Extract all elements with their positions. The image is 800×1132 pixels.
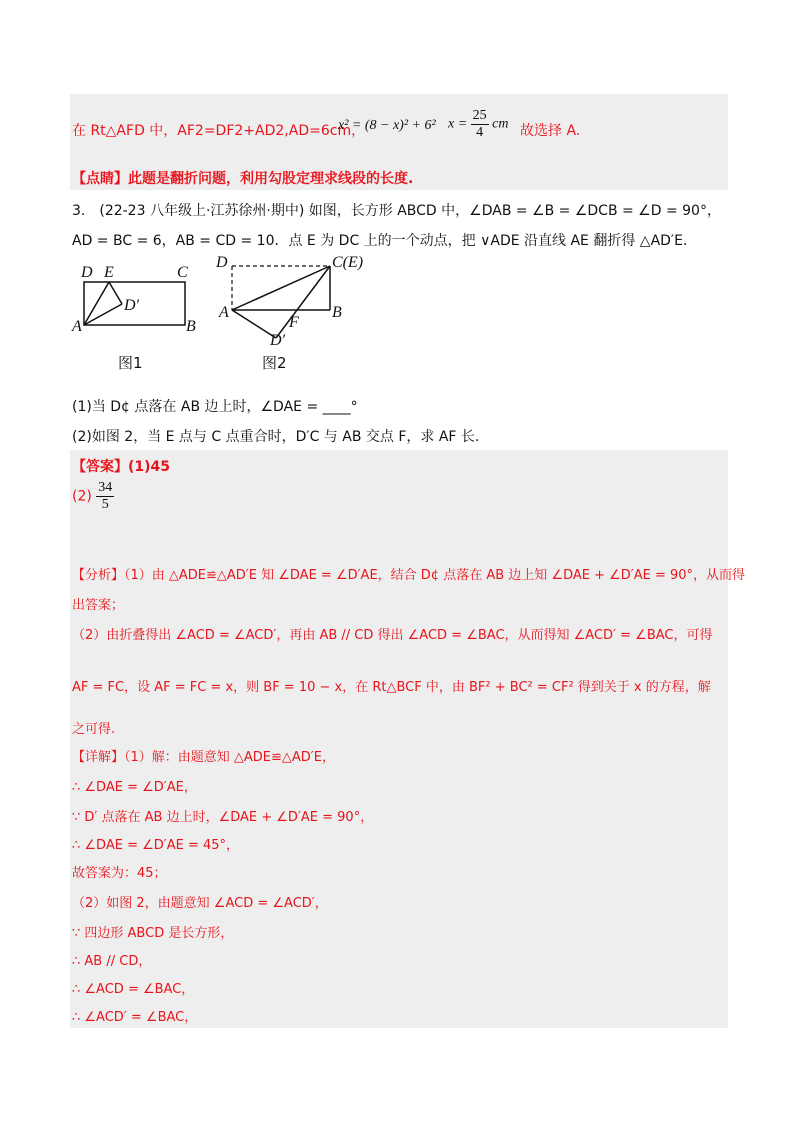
- fig2-caption: 图2: [262, 354, 287, 372]
- fig1-label-Dp: D′: [124, 297, 140, 314]
- detail-line-10: ∴ ∠ACD′ = ∠BAC，: [72, 1010, 198, 1025]
- top-text-prefix: 在 Rt△AFD 中，AF2=DF2+AD2,AD=6cm，: [72, 123, 366, 139]
- analysis-line-1: 【分析】（1）由 △ADE≌△AD′E 知 ∠DAE = ∠D′AE，结合 D¢ 点落在 AB 边上知 ∠DAE + ∠D′AE = 90°，从而得: [72, 568, 746, 583]
- fig1-label-B: B: [186, 318, 196, 335]
- choose-text: 故选择 A.: [520, 123, 581, 139]
- dianjing-text: 【点睛】此题是翻折问题，利用勾股定理求线段的长度.: [72, 171, 414, 187]
- answer-line-2: [72, 480, 114, 513]
- fig1-label-E: E: [104, 264, 114, 281]
- detail-line-2: ∴ ∠DAE = ∠D′AE，: [72, 780, 197, 795]
- answer-line-1: 【答案】(1)45: [72, 459, 171, 475]
- detail-line-1: 【详解】（1）解：由题意知 △ADE≌△AD′E，: [72, 750, 335, 765]
- detail-line-6: （2）如图 2，由题意知 ∠ACD = ∠ACD′，: [72, 896, 328, 911]
- question-line-1: 3. (22-23 八年级上·江苏徐州·期中) 如图，长方形 ABCD 中，∠DAB = ∠B = ∠DCB = ∠D = 90°，: [72, 203, 721, 219]
- fig2-label-D: D: [216, 254, 228, 271]
- fig1-label-D: D: [81, 264, 93, 281]
- analysis-line-4: AF = FC，设 AF = FC = x，则 BF = 10 − x，在 Rt△BCF 中，由 BF² + BC² = CF² 得到关于 x 的方程，解: [72, 680, 711, 695]
- detail-line-7: ∵ 四边形 ABCD 是长方形，: [72, 926, 234, 941]
- fig2-line-AC: [232, 266, 330, 310]
- fig2-label-Dp: D′: [270, 332, 286, 349]
- top-equation: x² = (8 − x)² + 6²: [338, 118, 436, 133]
- detail-line-8: ∴ AB // CD，: [72, 954, 152, 969]
- detail-line-5: 故答案为：45；: [72, 866, 167, 881]
- fig1-line-ED1: [109, 282, 122, 304]
- frac-den: 4: [476, 125, 484, 140]
- fig1-label-A: A: [72, 318, 82, 335]
- answer-part-2: (2): [72, 488, 92, 505]
- frac-5: 5: [101, 497, 109, 512]
- frac-34: 34: [98, 480, 113, 495]
- fig2-line-CD1: [276, 266, 330, 338]
- sub-question-1: (1)当 D¢ 点落在 AB 边上时，∠DAE = ____°: [72, 399, 358, 415]
- sub-question-2: (2)如图 2，当 E 点与 C 点重合时，D′C 与 AB 交点 F，求 AF 长.: [72, 429, 480, 445]
- x-equals: x =: [448, 116, 468, 132]
- fig2-label-CE: C(E): [332, 254, 364, 271]
- fraction-34-5: [96, 480, 114, 513]
- fig2-label-B: B: [332, 304, 342, 321]
- analysis-line-2: 出答案；: [72, 598, 125, 613]
- fig1-label-C: C: [177, 264, 188, 281]
- detail-line-4: ∴ ∠DAE = ∠D′AE = 45°，: [72, 838, 240, 853]
- analysis-line-3: （2）由折叠得出 ∠ACD = ∠ACD′，再由 AB // CD 得出 ∠ACD = ∠BAC，从而得知 ∠ACD′ = ∠BAC，可得: [72, 628, 713, 643]
- fig2-label-A: A: [219, 304, 229, 321]
- detail-line-3: ∵ D′ 点落在 AB 边上时，∠DAE + ∠D′AE = 90°，: [72, 810, 374, 825]
- fig1-caption: 图1: [118, 354, 143, 372]
- question-line-2: AD = BC = 6，AB = CD = 10．点 E 为 DC 上的一个动点，把 ∨ADE 沿直线 AE 翻折得 △AD′E．: [72, 233, 697, 249]
- detail-line-9: ∴ ∠ACD = ∠BAC，: [72, 982, 195, 997]
- top-x-eq: [448, 108, 509, 141]
- unit-cm: cm: [492, 116, 509, 132]
- analysis-line-5: 之可得.: [72, 722, 116, 737]
- figure-1: [72, 262, 222, 362]
- answer-block: [70, 450, 728, 1028]
- frac-num: 25: [472, 108, 487, 123]
- fig2-label-F: F: [289, 314, 299, 331]
- fraction-25-4: [471, 108, 489, 141]
